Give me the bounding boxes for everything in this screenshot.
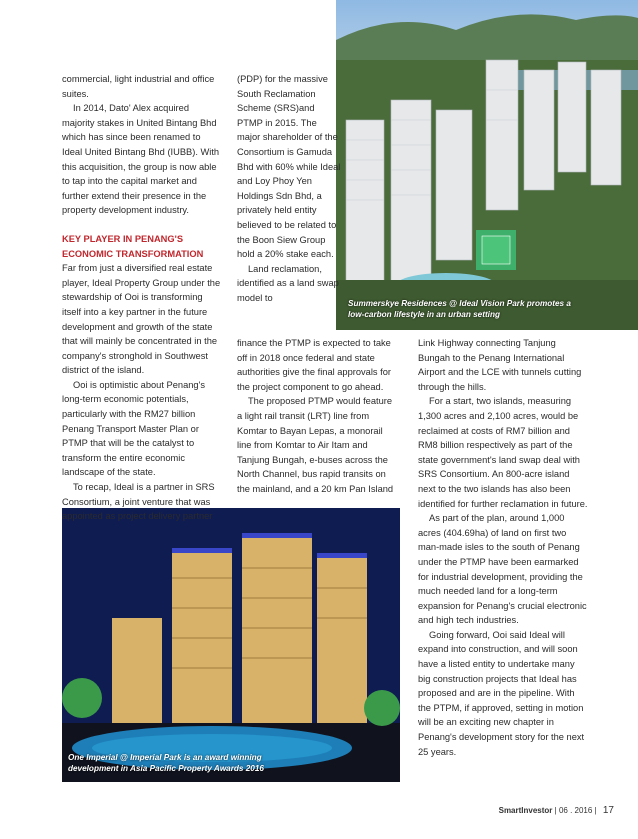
photo-one-imperial	[62, 508, 400, 782]
caption-summerskye: Summerskye Residences @ Ideal Vision Park promotes a low-carbon lifestyle in an urban setting	[348, 299, 571, 319]
paragraph: For a start, two islands, measuring 1,300 acres and 2,100 acres, would be reclaimed at costs of RM7 billion and RM8 billion respectively as part of the state government's land swap deal with SRS Consortium. An 800-acre island next to the two islands has also been identified for further reclamation in future.	[418, 396, 588, 509]
paragraph: The proposed PTMP would feature a light rail transit (LRT) line from Komtar to Bayan Lepas, a monorail line from Komtar to Air Itam and Tanjung Bungah, e-buses across the North Channel, bus rapid transits on the mainland, and a 20 km Pan Island	[237, 396, 394, 494]
paragraph: finance the PTMP is expected to take off in 2018 once federal and state authorities give the final approvals for the project component to go ahead.	[237, 338, 392, 392]
section-heading: KEY PLAYER IN PENANG'S ECONOMIC TRANSFORMATION	[62, 233, 204, 259]
issue-date: 06 . 2016	[558, 806, 593, 815]
photo-summerskye-residences	[336, 0, 638, 330]
caption-one-imperial: One Imperial @ Imperial Park is an award winning development in Asia Pacific Property Awards 2016	[68, 753, 264, 773]
magazine-brand: SmartInvestor	[498, 806, 553, 815]
text-column-3	[418, 336, 588, 759]
paragraph: Going forward, Ooi said Ideal will expand into construction, and will soon have a listed entity to undertake many big construction projects that Ideal has proposed and are in the pipeline. With the PTPM, if approved, setting in motion will be an exciting new chapter in Penang's development story for the next 25 years.	[418, 629, 585, 757]
paragraph: Land reclamation, identified as a land swap model to	[237, 263, 339, 303]
paragraph: In 2014, Dato' Alex acquired majority stakes in United Bintang Bhd which has since been renamed to Ideal United Bintang Bhd (IUBB). With this acquisition, the group is now able to tap into the capital market and further extend their presence in the property development industry.	[62, 103, 220, 216]
paragraph: (PDP) for the massive South Reclamation Scheme (SRS)and PTMP in 2015. The major shareholder of the Consortium is Gamuda Bhd with 60% while Ideal and Loy Phoy Yen Holdings Sdn Bhd, a privately held entity believed to be related to the Boon Siew Group hold a 20% stake each.	[237, 74, 341, 260]
text-column-2-lower	[237, 336, 399, 497]
one-imperial-illustration	[62, 508, 400, 782]
summerskye-illustration	[336, 0, 638, 330]
paragraph: Link Highway connecting Tanjung Bungah to the Penang International Airport and the LCE with tunnels cutting through the hills.	[418, 338, 582, 392]
paragraph: Far from just a diversified real estate player, Ideal Property Group under the stewardship of Ooi is transforming itself into a key partner in the future development and growth of the state that will mainly be concentrated in the company's stronghold in Southwest district of the island.	[62, 263, 221, 376]
paragraph: To recap, Ideal is a partner in SRS Consortium, a joint venture that was appointed as project delivery partner	[62, 482, 215, 522]
text-column-2-upper	[237, 72, 341, 306]
text-column-1	[62, 72, 222, 524]
paragraph: commercial, light industrial and office suites.	[62, 74, 215, 99]
page-footer	[499, 805, 614, 816]
paragraph: Ooi is optimistic about Penang's long-term economic potentials, particularly with the RM27 billion Penang Transport Master Plan or PTMP that will be the catalyst to transform the entire economic landscape of the state.	[62, 379, 205, 478]
footer-separator: |	[594, 806, 599, 815]
page-number: 17	[602, 805, 614, 816]
paragraph: As part of the plan, around 1,000 acres (404.69ha) of land on first two man-made isles to the south of Penang under the PTMP have been earmarked for industrial development, providing the much needed land for a long-term expansion for Penang's crucial electronic and high tech industries.	[418, 513, 587, 626]
footer-separator: |	[554, 806, 559, 815]
